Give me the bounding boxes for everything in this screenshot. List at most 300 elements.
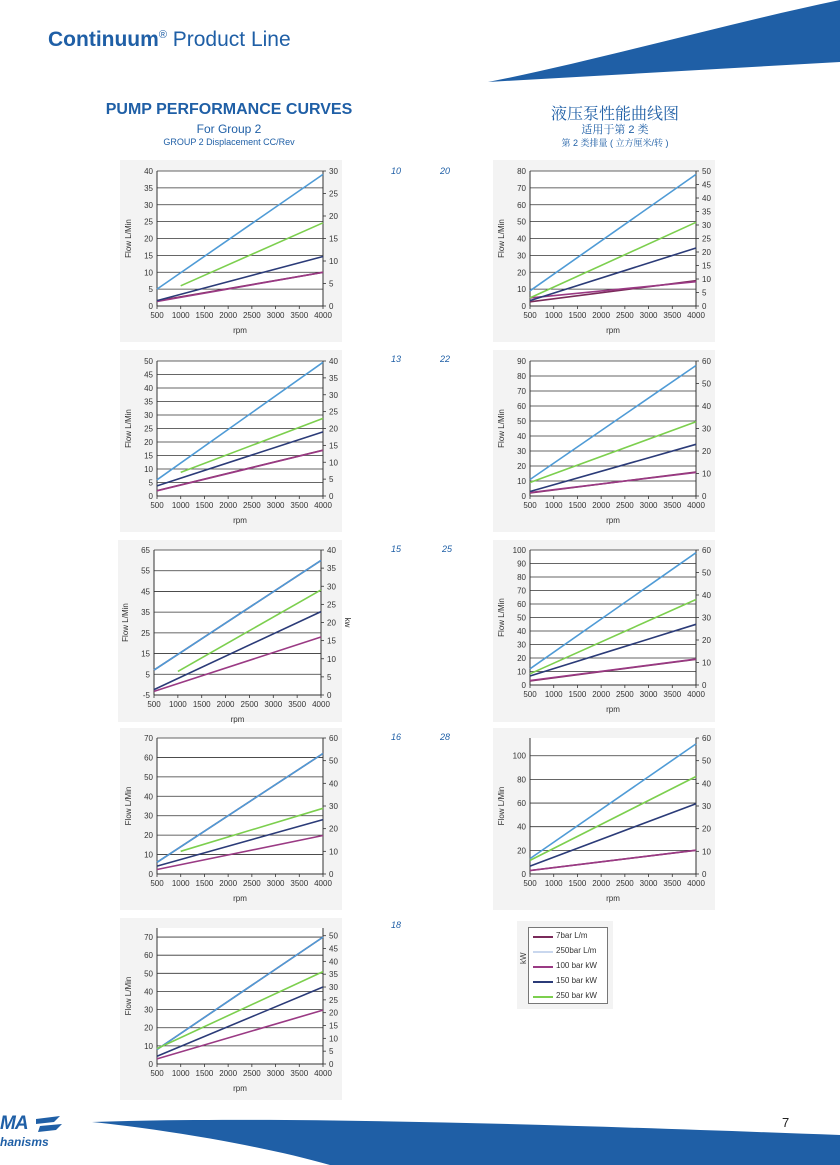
y-tick-label: 45: [141, 587, 150, 597]
x-axis-label: rpm: [606, 705, 620, 714]
x-tick-label: 4000: [312, 700, 330, 709]
y2-tick-label: 50: [702, 167, 711, 176]
subtitle-chinese: 适用于第 2 类: [581, 124, 649, 136]
x-tick-label: 2500: [242, 1069, 261, 1078]
y-tick-label: 80: [517, 775, 526, 785]
y-tick-label: 20: [144, 831, 153, 841]
x-tick-label: 2500: [240, 700, 259, 709]
y-tick-label: 20: [144, 1023, 153, 1033]
y2-tick-label: 60: [702, 734, 711, 743]
x-tick-label: 2000: [219, 311, 238, 320]
y-tick-label: 60: [144, 753, 153, 763]
y2-tick-label: 50: [702, 756, 711, 766]
x-axis-label: rpm: [233, 516, 247, 525]
chart-panel-18cc: [120, 918, 342, 1100]
x-tick-label: 500: [147, 700, 161, 709]
y2-tick-label: 5: [329, 279, 334, 289]
y2-tick-label: 40: [702, 194, 711, 203]
y-tick-label: 0: [521, 302, 526, 311]
y2-tick-label: 40: [327, 546, 336, 555]
plot-area: [157, 738, 323, 874]
y-tick-label: 15: [144, 251, 153, 261]
x-tick-label: 3500: [663, 311, 682, 320]
y2-tick-label: 25: [329, 189, 338, 199]
x-axis-label: rpm: [233, 894, 247, 903]
y2-tick-label: 5: [327, 672, 332, 682]
y-tick-label: 30: [144, 411, 153, 420]
y2-tick-label: 5: [329, 475, 334, 485]
x-tick-label: 3500: [290, 501, 309, 510]
y-tick-label: 60: [517, 200, 526, 210]
y2-tick-label: 30: [329, 390, 338, 400]
x-tick-label: 2000: [219, 879, 238, 888]
y2-tick-label: 15: [329, 441, 338, 451]
chart-legend: [517, 921, 613, 1009]
y2-tick-label: 50: [329, 756, 338, 766]
y2-tick-label: 35: [329, 373, 338, 383]
x-tick-label: 3000: [266, 501, 285, 510]
x-tick-label: 1000: [544, 311, 563, 320]
logo-stripes-icon: [34, 1115, 64, 1135]
y2-tick-label: 20: [329, 1008, 338, 1018]
x-tick-label: 1000: [171, 501, 190, 510]
y2-tick-label: 0: [702, 681, 707, 690]
y-tick-label: 15: [144, 451, 153, 461]
x-tick-label: 3000: [266, 879, 285, 888]
y-tick-label: 10: [144, 268, 153, 278]
y2-tick-label: 0: [329, 870, 334, 879]
y-tick-label: 0: [148, 1060, 153, 1069]
y-axis-label: Flow L/Min: [497, 409, 506, 448]
legend-swatch: [533, 996, 553, 998]
y2-tick-label: 0: [329, 302, 334, 311]
x-tick-label: 3000: [639, 690, 658, 699]
y2-tick-label: 0: [702, 302, 707, 311]
y2-tick-label: 25: [327, 600, 336, 610]
y2-tick-label: 25: [329, 407, 338, 417]
y-tick-label: 10: [517, 477, 526, 486]
x-tick-label: 2500: [615, 501, 634, 510]
x-tick-label: 3500: [663, 501, 682, 510]
chart-28cc: [493, 728, 715, 910]
y2-tick-label: 50: [702, 568, 711, 578]
x-tick-label: 4000: [314, 501, 332, 510]
y2-axis-label: kw: [343, 617, 352, 628]
y2-tick-label: 15: [329, 234, 338, 244]
y-tick-label: 70: [517, 586, 526, 596]
legend-swatch: [533, 966, 553, 968]
x-tick-label: 500: [523, 690, 537, 699]
x-tick-label: 1500: [568, 311, 587, 320]
y-tick-label: 0: [521, 492, 526, 501]
legend-item-250bar-flow: [531, 945, 609, 959]
y2-tick-label: 35: [327, 564, 336, 574]
y2-tick-label: 30: [702, 221, 711, 230]
legend-item-100bar-kw: [531, 960, 609, 974]
y2-tick-label: 50: [329, 931, 338, 941]
y-tick-label: 50: [517, 217, 526, 227]
logo-mark: MA: [0, 1113, 28, 1134]
x-tick-label: 3500: [290, 879, 309, 888]
y2-tick-label: 40: [329, 957, 338, 967]
x-tick-label: 1000: [168, 700, 187, 709]
y2-tick-label: 40: [702, 779, 711, 789]
chart-18cc: [120, 918, 342, 1100]
y-tick-label: 10: [144, 850, 153, 860]
chart-25cc: [493, 540, 715, 722]
y-tick-label: -5: [142, 691, 150, 700]
x-tick-label: 1500: [568, 879, 587, 888]
y-tick-label: 25: [144, 217, 153, 227]
y-tick-label: 0: [148, 302, 153, 311]
x-tick-label: 3500: [663, 879, 682, 888]
subtitle-english: For Group 2: [196, 122, 262, 136]
y2-tick-label: 45: [702, 180, 711, 190]
x-tick-label: 1500: [568, 501, 587, 510]
y-tick-label: 40: [517, 822, 526, 832]
x-tick-label: 4000: [687, 311, 705, 320]
x-tick-label: 1000: [544, 501, 563, 510]
y-tick-label: 15: [141, 649, 150, 659]
x-tick-label: 3000: [266, 311, 285, 320]
y-axis-label: Flow L/Min: [124, 786, 133, 826]
x-tick-label: 3000: [639, 311, 658, 320]
y-tick-label: 20: [517, 846, 526, 856]
displacement-label-20: 20: [440, 166, 451, 176]
chart-22cc: [493, 350, 715, 532]
y2-tick-label: 15: [702, 261, 711, 271]
chart-10cc: [120, 160, 342, 342]
y2-tick-label: 10: [329, 458, 338, 468]
x-tick-label: 4000: [687, 501, 705, 510]
y-axis-label: Flow L/Min: [497, 598, 506, 637]
y-tick-label: 20: [144, 234, 153, 244]
x-tick-label: 1500: [195, 1069, 214, 1078]
displacement-label-16: 16: [391, 732, 402, 742]
y2-tick-label: 5: [702, 288, 707, 298]
y-tick-label: 30: [144, 1005, 153, 1015]
y2-tick-label: 10: [702, 275, 711, 284]
y-tick-label: 60: [517, 402, 526, 411]
y2-tick-label: 20: [702, 447, 711, 456]
x-tick-label: 2500: [615, 879, 634, 888]
y2-tick-label: 10: [327, 654, 336, 664]
y-tick-label: 70: [144, 734, 153, 743]
x-tick-label: 3500: [288, 700, 307, 709]
chart-panel-15cc: [118, 540, 352, 724]
y2-tick-label: 60: [702, 546, 711, 555]
legend-swatch: [533, 936, 553, 938]
x-tick-label: 3500: [290, 1069, 309, 1078]
x-axis-label: rpm: [233, 326, 247, 335]
y-tick-label: 40: [144, 384, 153, 393]
y-tick-label: 50: [144, 772, 153, 782]
y-tick-label: 50: [144, 357, 153, 366]
y2-tick-label: 10: [329, 257, 338, 266]
y-tick-label: 20: [144, 438, 153, 447]
y2-tick-label: 20: [327, 618, 336, 628]
y2-tick-label: 20: [329, 424, 338, 434]
x-tick-label: 3000: [266, 1069, 285, 1078]
y2-tick-label: 0: [327, 691, 332, 700]
y2-tick-label: 15: [329, 1021, 338, 1031]
legend-label: 250bar L/m: [556, 946, 597, 955]
y-tick-label: 60: [517, 799, 526, 809]
y2-tick-label: 20: [702, 248, 711, 257]
x-axis-label: rpm: [606, 894, 620, 903]
y-tick-label: 40: [517, 627, 526, 636]
y-tick-label: 70: [144, 933, 153, 943]
y2-tick-label: 0: [702, 870, 707, 879]
chart-13cc: [120, 350, 342, 532]
y-tick-label: 0: [148, 492, 153, 501]
logo-wordmark: hanisms: [0, 1135, 49, 1149]
y-tick-label: 20: [517, 654, 526, 663]
y-tick-label: 10: [517, 667, 526, 677]
y2-tick-label: 30: [702, 613, 711, 623]
y-tick-label: 90: [517, 559, 526, 569]
chart-16cc: [120, 728, 342, 910]
chart-15cc: [118, 540, 352, 724]
y2-tick-label: 10: [329, 847, 338, 857]
x-tick-label: 2000: [216, 700, 235, 709]
page-number: 7: [782, 1115, 790, 1130]
y-tick-label: 5: [145, 670, 150, 680]
y-tick-label: 40: [144, 987, 153, 997]
y-tick-label: 60: [517, 600, 526, 609]
x-axis-label: rpm: [233, 1084, 247, 1093]
y2-tick-label: 30: [702, 424, 711, 434]
x-tick-label: 1500: [195, 311, 214, 320]
y2-tick-label: 0: [329, 492, 334, 501]
y-tick-label: 5: [148, 478, 153, 488]
registered-mark: ®: [158, 29, 167, 41]
legend-label: 250 bar kW: [556, 991, 597, 1000]
y-tick-label: 100: [512, 751, 526, 761]
displacement-label-18: 18: [391, 920, 402, 930]
displacement-label-28: 28: [440, 732, 451, 742]
x-tick-label: 2000: [592, 501, 611, 510]
x-tick-label: 2500: [242, 501, 261, 510]
x-tick-label: 500: [523, 501, 537, 510]
x-tick-label: 500: [150, 1069, 164, 1078]
y-tick-label: 70: [517, 183, 526, 193]
x-tick-label: 500: [150, 311, 164, 320]
x-tick-label: 3500: [290, 311, 309, 320]
y-tick-label: 0: [148, 870, 153, 879]
x-tick-label: 3500: [663, 690, 682, 699]
x-tick-label: 500: [150, 879, 164, 888]
y-tick-label: 80: [517, 573, 526, 582]
x-tick-label: 4000: [687, 879, 705, 888]
y2-tick-label: 10: [329, 1034, 338, 1044]
chart-panel-25cc: [493, 540, 715, 722]
x-tick-label: 1000: [544, 879, 563, 888]
x-tick-label: 4000: [314, 311, 332, 320]
chart-panel-13cc: [120, 350, 342, 532]
y-tick-label: 0: [521, 870, 526, 879]
y2-tick-label: 10: [702, 658, 711, 668]
plot-area: [157, 928, 323, 1064]
x-tick-label: 1000: [171, 311, 190, 320]
y-tick-label: 50: [517, 613, 526, 623]
y2-tick-label: 10: [702, 469, 711, 479]
x-axis-label: rpm: [606, 326, 620, 335]
legend-item-7bar-flow: [531, 930, 609, 944]
top-swoosh: [0, 0, 840, 90]
y2-tick-label: 0: [702, 492, 707, 501]
y-tick-label: 80: [517, 372, 526, 381]
y-tick-label: 40: [144, 167, 153, 176]
y2-tick-label: 35: [702, 207, 711, 217]
y-tick-label: 40: [517, 234, 526, 244]
y2-tick-label: 30: [329, 167, 338, 176]
y2-tick-label: 35: [329, 970, 338, 980]
y-tick-label: 70: [517, 387, 526, 396]
legend-swatch: [533, 981, 553, 983]
x-tick-label: 500: [523, 311, 537, 320]
x-tick-label: 500: [150, 501, 164, 510]
x-tick-label: 2000: [219, 1069, 238, 1078]
chart-20cc: [493, 160, 715, 342]
y-tick-label: 65: [141, 546, 150, 555]
y-tick-label: 35: [144, 397, 153, 407]
chart-panel-22cc: [493, 350, 715, 532]
y2-tick-label: 45: [329, 944, 338, 954]
y2-tick-label: 40: [702, 591, 711, 600]
y-tick-label: 45: [144, 370, 153, 380]
y-tick-label: 30: [144, 811, 153, 821]
x-tick-label: 4000: [687, 690, 705, 699]
y2-tick-label: 50: [702, 379, 711, 389]
y-tick-label: 20: [517, 268, 526, 278]
y2-tick-label: 25: [329, 995, 338, 1005]
x-tick-label: 2500: [615, 690, 634, 699]
y2-tick-label: 20: [329, 824, 338, 834]
x-tick-label: 1500: [192, 700, 211, 709]
y-tick-label: 5: [148, 285, 153, 295]
y2-tick-label: 25: [702, 234, 711, 244]
title-chinese: 液压泵性能曲线图: [550, 106, 679, 123]
displacement-label-22: 22: [440, 354, 451, 364]
x-tick-label: 2000: [592, 690, 611, 699]
y-axis-label: Flow L/Min: [121, 603, 130, 642]
title-english: PUMP PERFORMANCE CURVES: [105, 101, 353, 118]
y-axis-label: Flow L/Min: [124, 409, 133, 448]
displacement-label-10: 10: [391, 166, 402, 176]
y-tick-label: 25: [141, 628, 150, 638]
y-tick-label: 30: [517, 447, 526, 456]
x-tick-label: 3000: [639, 501, 658, 510]
x-tick-label: 3000: [639, 879, 658, 888]
x-tick-label: 1500: [195, 501, 214, 510]
legend-item-250bar-kw: [531, 990, 609, 1004]
legend-label: 150 bar kW: [556, 976, 597, 985]
y2-tick-label: 10: [702, 847, 711, 857]
subtitle-english-displacement: GROUP 2 Displacement CC/Rev: [163, 137, 295, 147]
y2-tick-label: 30: [702, 802, 711, 811]
y-tick-label: 40: [144, 792, 153, 802]
x-tick-label: 2000: [219, 501, 238, 510]
y-tick-label: 50: [144, 969, 153, 979]
y-tick-label: 0: [521, 681, 526, 690]
displacement-label-25: 25: [442, 544, 453, 554]
y-axis-label: Flow L/Min: [124, 219, 133, 258]
x-tick-label: 2500: [242, 879, 261, 888]
x-tick-label: 500: [523, 879, 537, 888]
x-tick-label: 1000: [544, 690, 563, 699]
y2-tick-label: 40: [329, 779, 338, 789]
y-tick-label: 100: [512, 546, 526, 555]
y2-tick-label: 20: [702, 636, 711, 645]
x-tick-label: 1000: [171, 1069, 190, 1078]
y-tick-label: 10: [517, 285, 526, 295]
y-tick-label: 30: [517, 640, 526, 650]
y-tick-label: 55: [141, 566, 150, 576]
legend-label: 100 bar kW: [556, 961, 597, 970]
x-axis-label: rpm: [230, 715, 245, 724]
chart-panel-16cc: [120, 728, 342, 910]
y2-tick-label: 20: [702, 824, 711, 834]
y2-tick-label: 0: [329, 1060, 334, 1069]
y-tick-label: 40: [517, 432, 526, 441]
legend-item-150bar-kw: [531, 975, 609, 989]
y-tick-label: 50: [517, 417, 526, 426]
brand-name: Continuum: [48, 28, 159, 51]
x-tick-label: 4000: [314, 879, 332, 888]
y2-tick-label: 20: [329, 212, 338, 221]
x-tick-label: 2500: [615, 311, 634, 320]
y2-tick-label: 30: [329, 802, 338, 811]
legend-label: 7bar L/m: [556, 931, 588, 940]
y-axis-label: Flow L/Min: [124, 976, 133, 1016]
y2-tick-label: 30: [327, 582, 336, 592]
legend-axis-label: kW: [519, 952, 528, 964]
y2-tick-label: 5: [329, 1047, 334, 1057]
y-tick-label: 60: [144, 951, 153, 961]
x-tick-label: 1500: [568, 690, 587, 699]
y2-tick-label: 40: [702, 402, 711, 411]
legend-box: [528, 927, 608, 1004]
y2-tick-label: 15: [327, 636, 336, 646]
y-tick-label: 35: [141, 608, 150, 618]
bottom-swoosh: [0, 1105, 840, 1165]
y-tick-label: 35: [144, 183, 153, 193]
x-tick-label: 3000: [264, 700, 283, 709]
y-tick-label: 10: [144, 465, 153, 474]
y-tick-label: 30: [144, 200, 153, 210]
y2-tick-label: 60: [702, 357, 711, 366]
chart-panel-20cc: [493, 160, 715, 342]
legend-swatch: [533, 951, 553, 953]
y-tick-label: 90: [517, 357, 526, 366]
x-tick-label: 2500: [242, 311, 261, 320]
displacement-label-13: 13: [391, 354, 402, 364]
y-axis-label: Flow L/Min: [497, 786, 506, 826]
y-tick-label: 20: [517, 462, 526, 471]
displacement-label-15: 15: [391, 544, 402, 554]
y-tick-label: 25: [144, 424, 153, 434]
chart-panel-28cc: [493, 728, 715, 910]
brand-suffix: Product Line: [166, 28, 291, 51]
x-tick-label: 1000: [171, 879, 190, 888]
y2-tick-label: 60: [329, 734, 338, 743]
y2-tick-label: 40: [329, 357, 338, 366]
x-axis-label: rpm: [606, 516, 620, 525]
y-tick-label: 30: [517, 251, 526, 261]
x-tick-label: 2000: [592, 311, 611, 320]
y-tick-label: 80: [517, 167, 526, 176]
